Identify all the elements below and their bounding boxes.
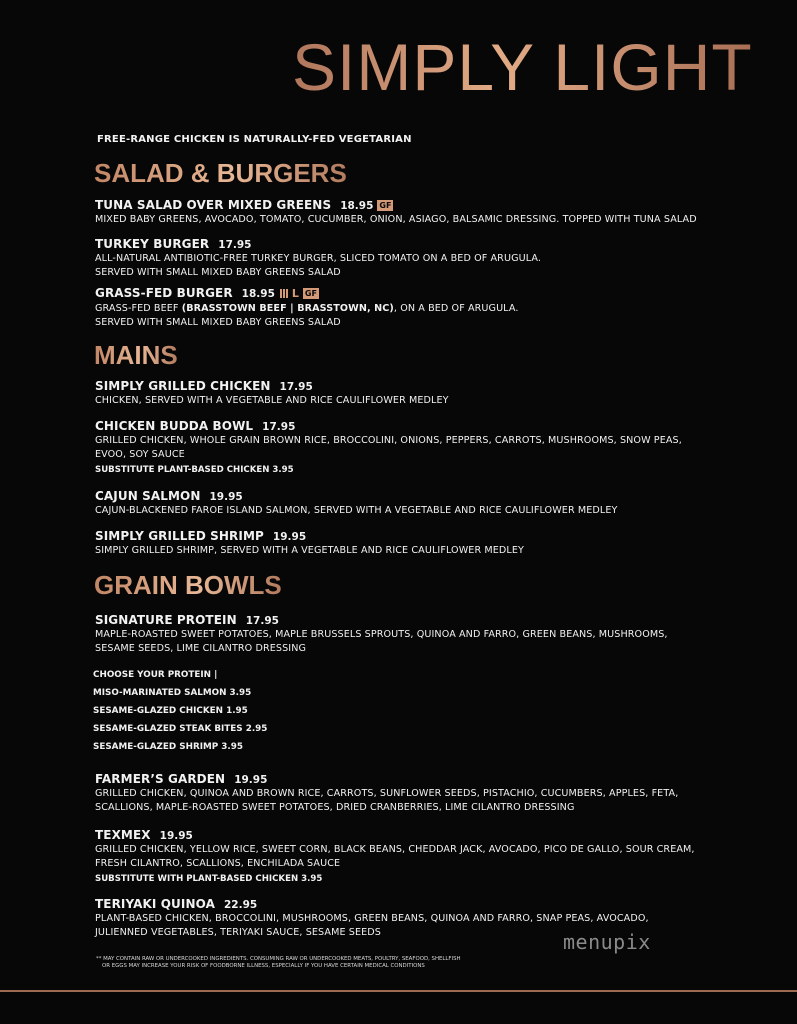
item-name: GRASS-FED BURGER	[95, 286, 233, 300]
item-name: TURKEY BURGER	[95, 237, 210, 251]
item-price: 19.95	[159, 830, 193, 842]
item-name: SIMPLY GRILLED SHRIMP	[95, 529, 264, 543]
item-description: EVOO, SOY SAUCE	[95, 449, 185, 460]
item-description: GRILLED CHICKEN, QUINOA AND BROWN RICE, CARROTS, SUNFLOWER SEEDS, PISTACHIO, CUCUMBERS, APPLES, FETA,	[95, 788, 679, 799]
menu-item-turkey-burger	[95, 233, 541, 280]
bottom-divider	[0, 990, 797, 992]
item-price: 18.95	[241, 288, 275, 300]
item-price: 19.95	[234, 774, 268, 786]
protein-option: SESAME-GLAZED STEAK BITES 2.95	[93, 724, 268, 734]
item-description: SERVED WITH SMALL MIXED BABY GREENS SALAD	[95, 317, 341, 328]
menu-item-texmex	[95, 824, 695, 886]
protein-option: SESAME-GLAZED CHICKEN 1.95	[93, 706, 248, 716]
item-name: CHICKEN BUDDA BOWL	[95, 419, 254, 433]
item-name: TERIYAKI QUINOA	[95, 897, 215, 911]
item-substitute-note: SUBSTITUTE PLANT-BASED CHICKEN 3.95	[95, 465, 294, 475]
menu-item-signature-protein	[95, 609, 668, 656]
menu-title: SIMPLY LIGHT	[292, 30, 753, 104]
item-price: 19.95	[272, 531, 307, 543]
item-price: 17.95	[262, 421, 296, 433]
item-description: GRILLED CHICKEN, WHOLE GRAIN BROWN RICE, BROCCOLINI, ONIONS, PEPPERS, CARROTS, MUSHROOMS, SNOW PEAS,	[95, 435, 682, 446]
item-name: TUNA SALAD OVER MIXED GREENS	[95, 198, 332, 212]
item-substitute-note: SUBSTITUTE WITH PLANT-BASED CHICKEN 3.95	[95, 874, 323, 884]
menu-note: FREE-RANGE CHICKEN IS NATURALLY-FED VEGETARIAN	[97, 134, 412, 145]
gluten-free-badge: GF	[379, 201, 392, 210]
protein-option: SESAME-GLAZED SHRIMP 3.95	[93, 742, 244, 752]
watermark: menupix	[563, 930, 651, 954]
item-price: 17.95	[279, 381, 313, 393]
item-name: SIGNATURE PROTEIN	[95, 613, 237, 627]
item-description: SCALLIONS, MAPLE-ROASTED SWEET POTATOES, DRIED CRANBERRIES, LIME CILANTRO DRESSING	[95, 802, 575, 813]
item-description: JULIENNED VEGETABLES, TERIYAKI SAUCE, SESAME SEEDS	[95, 927, 381, 938]
item-description: SERVED WITH SMALL MIXED BABY GREENS SALAD	[95, 267, 341, 278]
section-heading-salad-burgers: SALAD & BURGERS	[94, 158, 347, 188]
item-price: 17.95	[245, 615, 279, 627]
item-description: GRASS-FED BEEF (BRASSTOWN BEEF | BRASSTOWN, NC), ON A BED OF ARUGULA.	[95, 303, 519, 314]
item-name: TEXMEX	[95, 828, 151, 842]
item-description: MAPLE-ROASTED SWEET POTATOES, MAPLE BRUSSELS SPROUTS, QUINOA AND FARRO, GREEN BEANS, MUSHROOMS,	[95, 629, 668, 640]
protein-option: MISO-MARINATED SALMON 3.95	[93, 688, 252, 698]
local-farm-icon	[280, 283, 289, 302]
menu-item-chicken-budda-bowl	[95, 415, 682, 477]
item-description: SIMPLY GRILLED SHRIMP, SERVED WITH A VEGETABLE AND RICE CAULIFLOWER MEDLEY	[95, 545, 524, 556]
item-description: SESAME SEEDS, LIME CILANTRO DRESSING	[95, 643, 307, 654]
item-price: 19.95	[209, 491, 243, 503]
gluten-free-badge: GF	[304, 289, 317, 298]
menu-item-simply-grilled-shrimp	[95, 525, 524, 558]
menu-item-simply-grilled-chicken	[95, 375, 449, 408]
menu-item-farmers-garden	[95, 768, 678, 815]
menu-item-tuna-salad	[95, 194, 697, 227]
item-description: PLANT-BASED CHICKEN, BROCCOLINI, MUSHROOMS, GREEN BEANS, QUINOA AND FARRO, SNAP PEAS, AVOCADO,	[95, 913, 649, 924]
menu-item-cajun-salmon	[95, 485, 617, 518]
item-description: MIXED BABY GREENS, AVOCADO, TOMATO, CUCUMBER, ONION, ASIAGO, BALSAMIC DRESSING. TOPPED WITH TUNA SALAD	[95, 214, 697, 225]
section-heading-grain-bowls: GRAIN BOWLS	[94, 570, 282, 600]
item-price: 22.95	[223, 899, 258, 911]
item-price: 18.95	[340, 200, 374, 212]
item-description: CHICKEN, SERVED WITH A VEGETABLE AND RICE CAULIFLOWER MEDLEY	[95, 395, 449, 406]
item-description: GRILLED CHICKEN, YELLOW RICE, SWEET CORN, BLACK BEANS, CHEDDAR JACK, AVOCADO, PICO DE GALLO, SOUR CREAM,	[95, 844, 695, 855]
item-description: CAJUN-BLACKENED FAROE ISLAND SALMON, SERVED WITH A VEGETABLE AND RICE CAULIFLOWER MEDLEY	[95, 505, 618, 516]
item-description: FRESH CILANTRO, SCALLIONS, ENCHILADA SAUCE	[95, 858, 341, 869]
local-badge: L	[291, 287, 299, 300]
section-heading-mains: MAINS	[94, 340, 178, 370]
menu-item-grass-fed-burger	[95, 282, 519, 330]
allergen-disclaimer: ** MAY CONTAIN RAW OR UNDERCOOKED INGREDIENTS. CONSUMING RAW OR UNDERCOOKED MEATS, POULTRY, SEAFOOD, SHELLFISH OR EGGS MAY INCREASE YOUR RISK OF FOODBORNE ILLNESS, ESPECIALLY IF YOU HAVE CERTAIN MEDICAL CONDITIONS	[96, 956, 461, 969]
item-name: CAJUN SALMON	[95, 489, 201, 503]
protein-choice-header: CHOOSE YOUR PROTEIN |	[93, 670, 218, 680]
item-price: 17.95	[218, 239, 252, 251]
item-description: ALL-NATURAL ANTIBIOTIC-FREE TURKEY BURGER, SLICED TOMATO ON A BED OF ARUGULA.	[95, 253, 542, 264]
item-name: SIMPLY GRILLED CHICKEN	[95, 379, 271, 393]
item-name: FARMER’S GARDEN	[95, 772, 226, 786]
